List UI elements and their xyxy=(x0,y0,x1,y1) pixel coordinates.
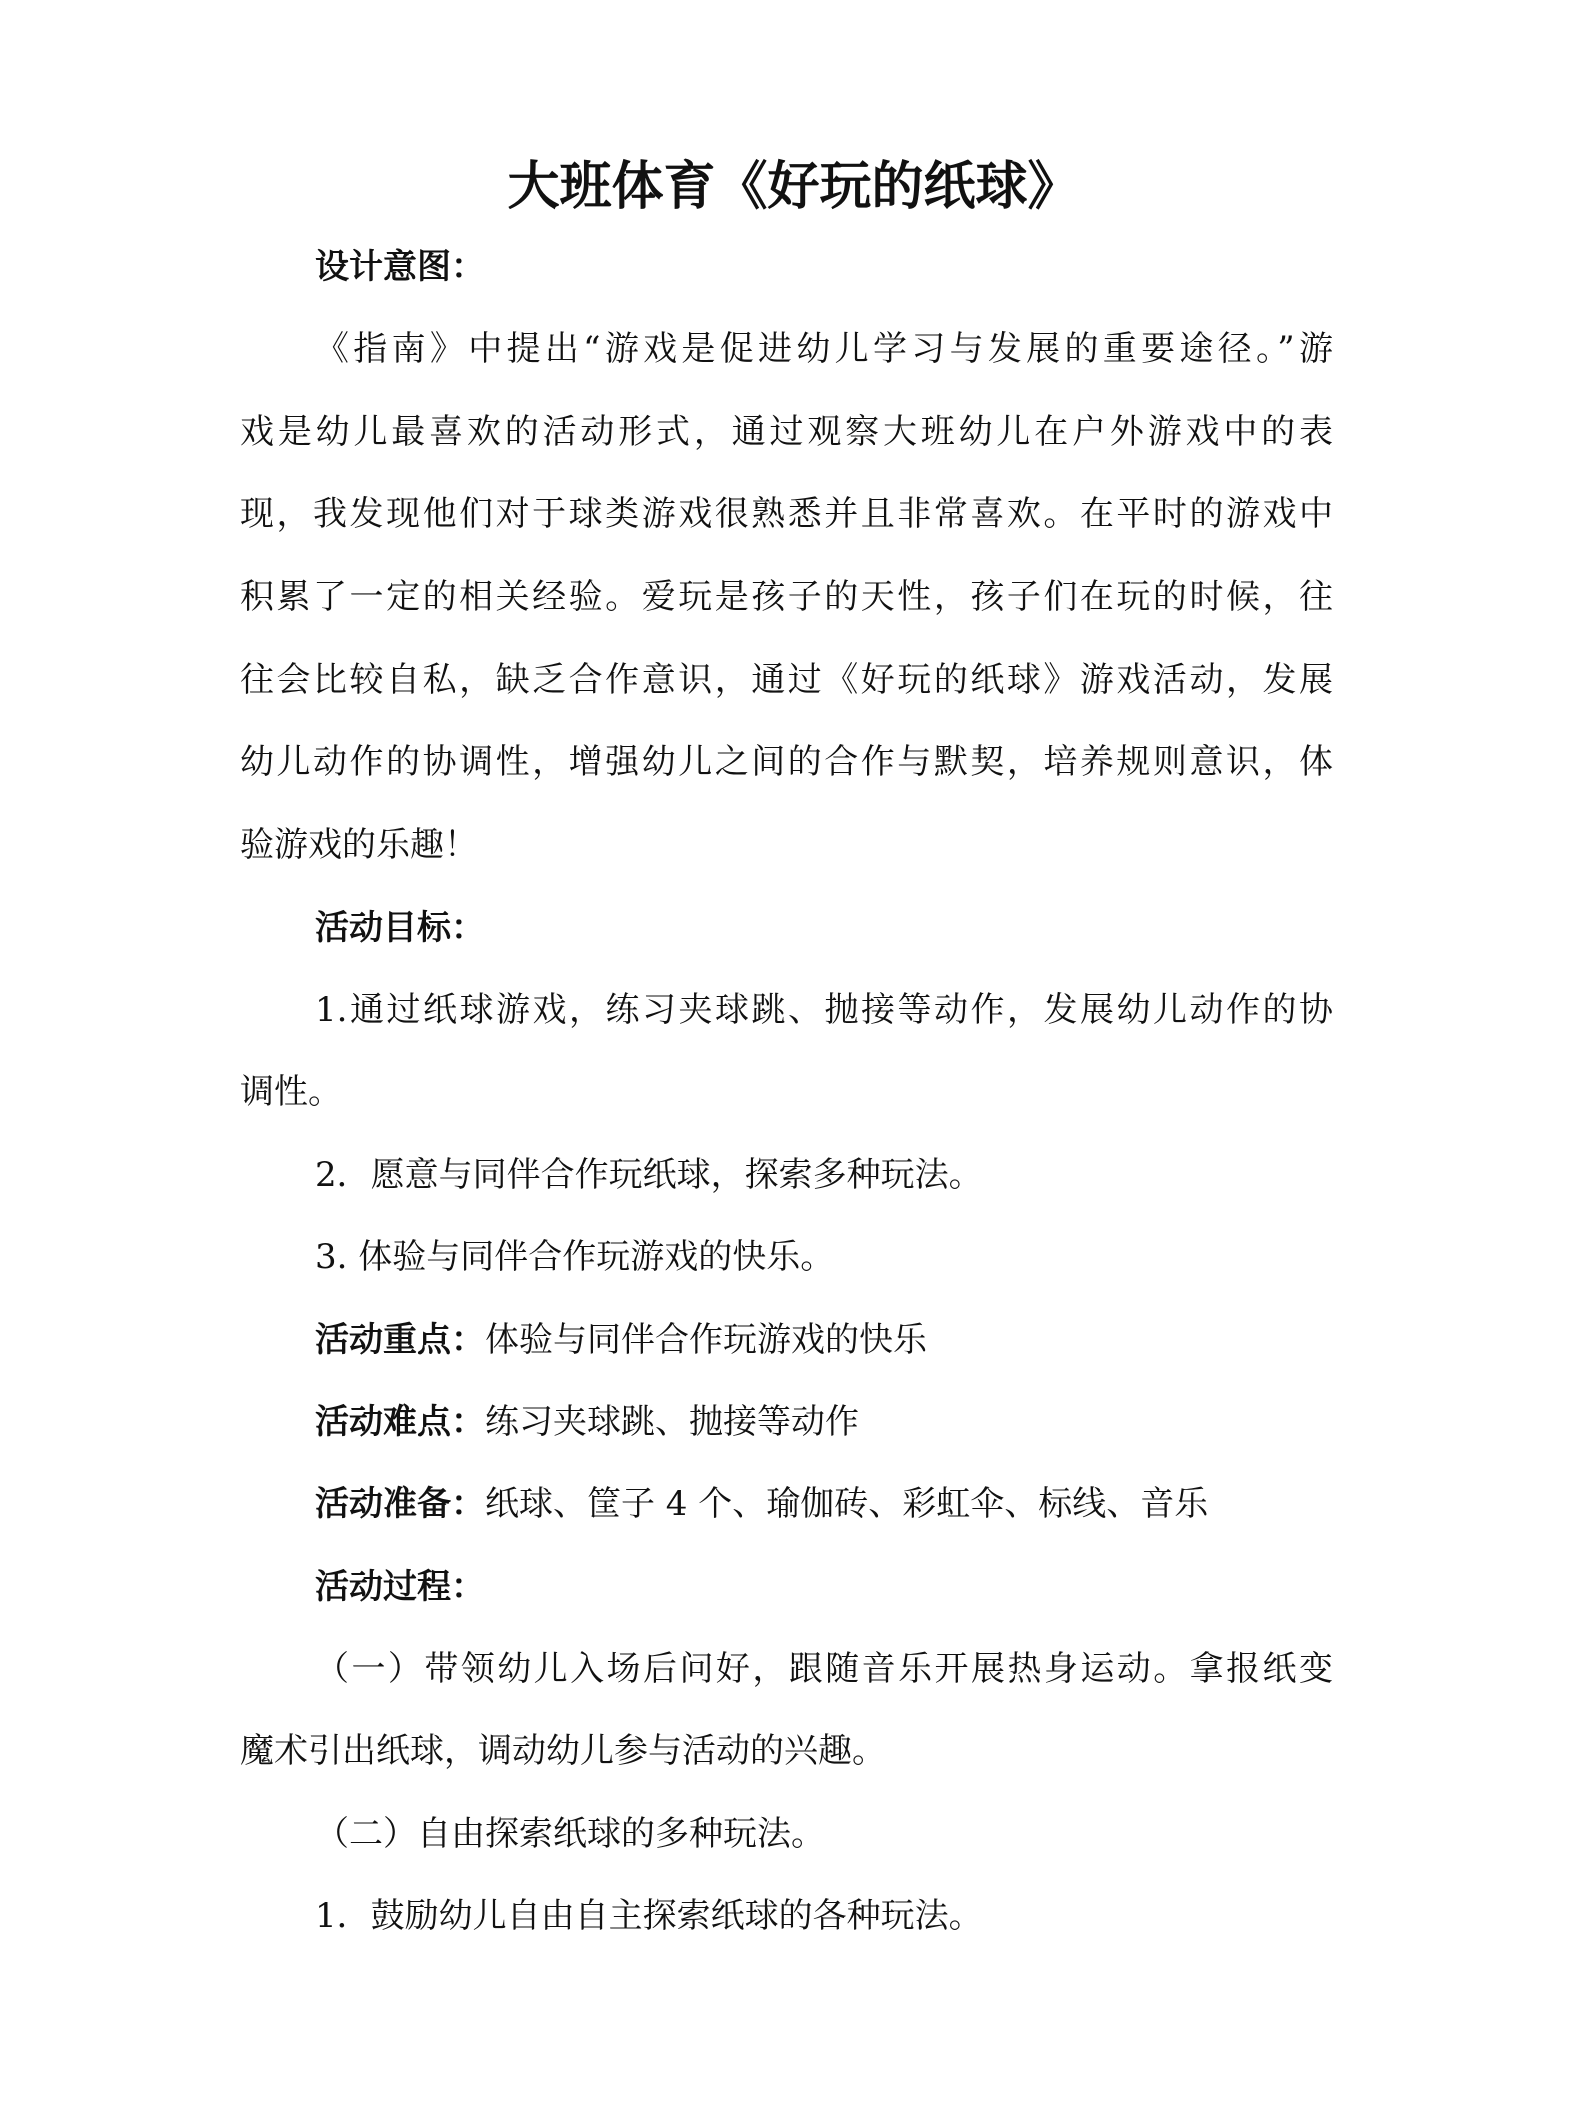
preparation xyxy=(315,1463,1333,1545)
key-point-text: 体验与同伴合作玩游戏的快乐 xyxy=(485,1320,927,1360)
paragraph-line: 现，我发现他们对于球类游戏很熟悉并且非常喜欢。在平时的游戏中 xyxy=(240,494,1333,534)
step-1-line: 魔术引出纸球，调动幼儿参与活动的兴趣。 xyxy=(240,1731,886,1771)
goals-heading: 活动目标： xyxy=(315,908,485,948)
difficulty-text: 练习夹球跳、抛接等动作 xyxy=(485,1402,859,1442)
difficulty-point xyxy=(315,1381,1333,1463)
key-point xyxy=(315,1299,1333,1381)
key-point-label: 活动重点： xyxy=(315,1320,485,1360)
process-heading: 活动过程： xyxy=(315,1567,485,1607)
paragraph-line: 《指南》中提出“游戏是促进幼儿学习与发展的重要途径。”游 xyxy=(315,329,1333,369)
goal-2: 2．愿意与同伴合作玩纸球，探索多种玩法。 xyxy=(315,1155,983,1195)
difficulty-label: 活动难点： xyxy=(315,1402,485,1442)
goal-1-line: 1.通过纸球游戏，练习夹球跳、抛接等动作，发展幼儿动作的协 xyxy=(315,990,1333,1030)
preparation-text: 纸球、筐子 4 个、瑜伽砖、彩虹伞、标线、音乐 xyxy=(485,1484,1209,1524)
goal-3: 3. 体验与同伴合作玩游戏的快乐。 xyxy=(315,1237,835,1277)
goal-1-line: 调性。 xyxy=(240,1072,342,1112)
paragraph-line: 往会比较自私，缺乏合作意识，通过《好玩的纸球》游戏活动，发展 xyxy=(240,660,1333,700)
step-1-line: （一）带领幼儿入场后问好，跟随音乐开展热身运动。拿报纸变 xyxy=(315,1649,1333,1689)
paragraph-line: 幼儿动作的协调性，增强幼儿之间的合作与默契，培养规则意识，体 xyxy=(240,742,1333,782)
preparation-label: 活动准备： xyxy=(315,1484,485,1524)
paragraph-line: 戏是幼儿最喜欢的活动形式，通过观察大班幼儿在户外游戏中的表 xyxy=(240,412,1333,452)
step-2: （二）自由探索纸球的多种玩法。 xyxy=(315,1814,825,1854)
paragraph-line: 积累了一定的相关经验。爱玩是孩子的天性，孩子们在玩的时候，往 xyxy=(240,577,1333,617)
design-heading: 设计意图： xyxy=(315,247,485,287)
step-2-1: 1．鼓励幼儿自由自主探索纸球的各种玩法。 xyxy=(315,1896,983,1936)
document-title: 大班体育《好玩的纸球》 xyxy=(507,156,1080,217)
paragraph-line: 验游戏的乐趣！ xyxy=(240,825,478,865)
